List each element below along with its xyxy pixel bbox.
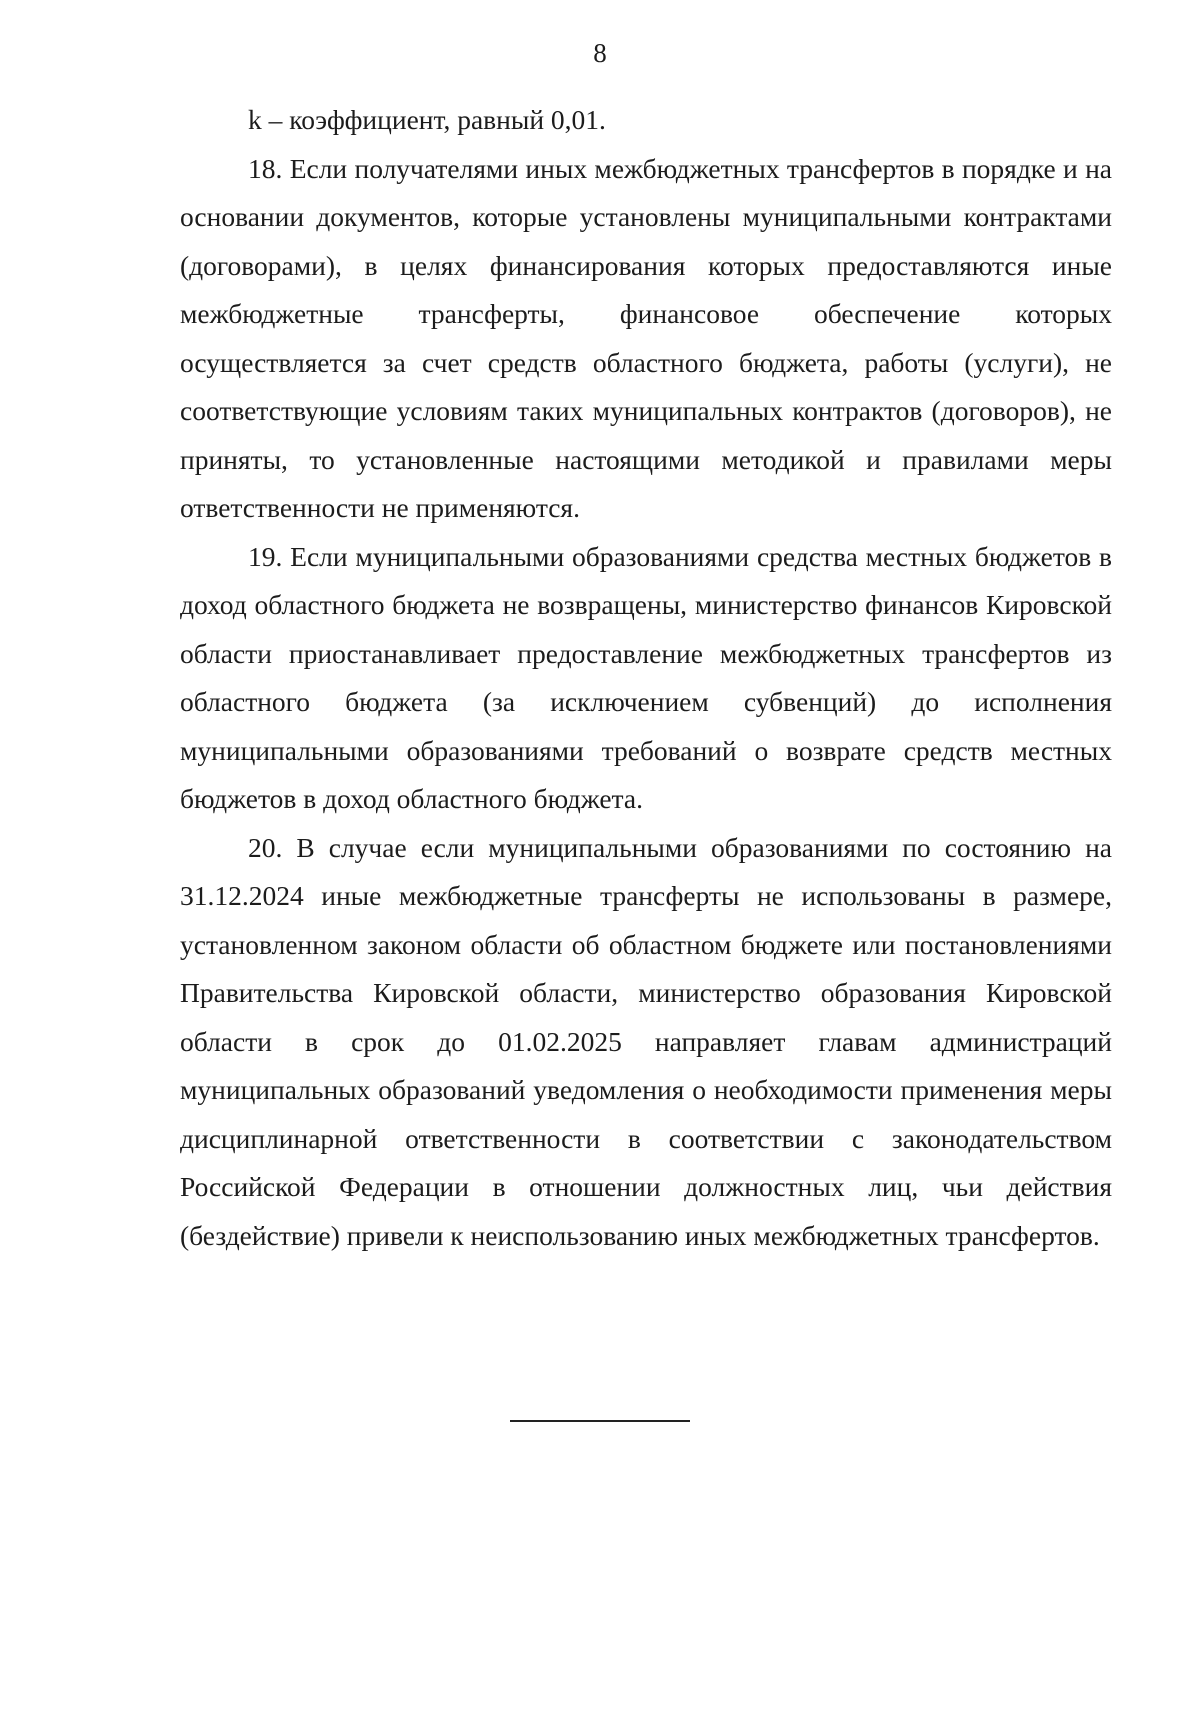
page-number: 8 [593, 38, 607, 68]
paragraph-coefficient: k – коэффициент, равный 0,01. [248, 104, 606, 135]
paragraph-19: 19. Если муниципальными образованиями средства местных бюджетов в доход областного бюджета не возвращены, министерство финансов Кировской области приостанавливает предоставление межбюджетных трансфертов из областного бюджета (за исключением субвенций) до исполнения муниципальными образованиями требований о возврате средств местных бюджетов в доход областного бюджета. [180, 540, 1112, 814]
paragraph-18: 18. Если получателями иных межбюджетных трансфертов в порядке и на основании документов, которые установлены муниципальными контрактами (договорами), в целях финансирования которых предоставляются иные межбюджетные трансферты, финансовое обеспечение которых осуществляется за счет средств областного бюджета, работы (услуги), не соответствующие условиям таких муниципальных контрактов (договоров), не приняты, то установленные настоящими методикой и правилами меры ответственности не применяются. [180, 152, 1112, 523]
paragraph-20: 20. В случае если муниципальными образованиями по состоянию на 31.12.2024 иные межбюджетные трансферты не использованы в размере, установленном законом области об областном бюджете или постановлениями Правительства Кировской области, министерство образования Кировской области в срок до 01.02.2025 направляет главам администраций муниципальных образований уведомления о необходимости применения меры дисциплинарной ответственности в соответствии с законодательством Российской Федерации в отношении должностных лиц, чьи действия (бездействие) привели к неиспользованию иных межбюджетных трансфертов. [180, 831, 1112, 1251]
document-body [180, 96, 1112, 1260]
end-divider-line [510, 1420, 690, 1422]
